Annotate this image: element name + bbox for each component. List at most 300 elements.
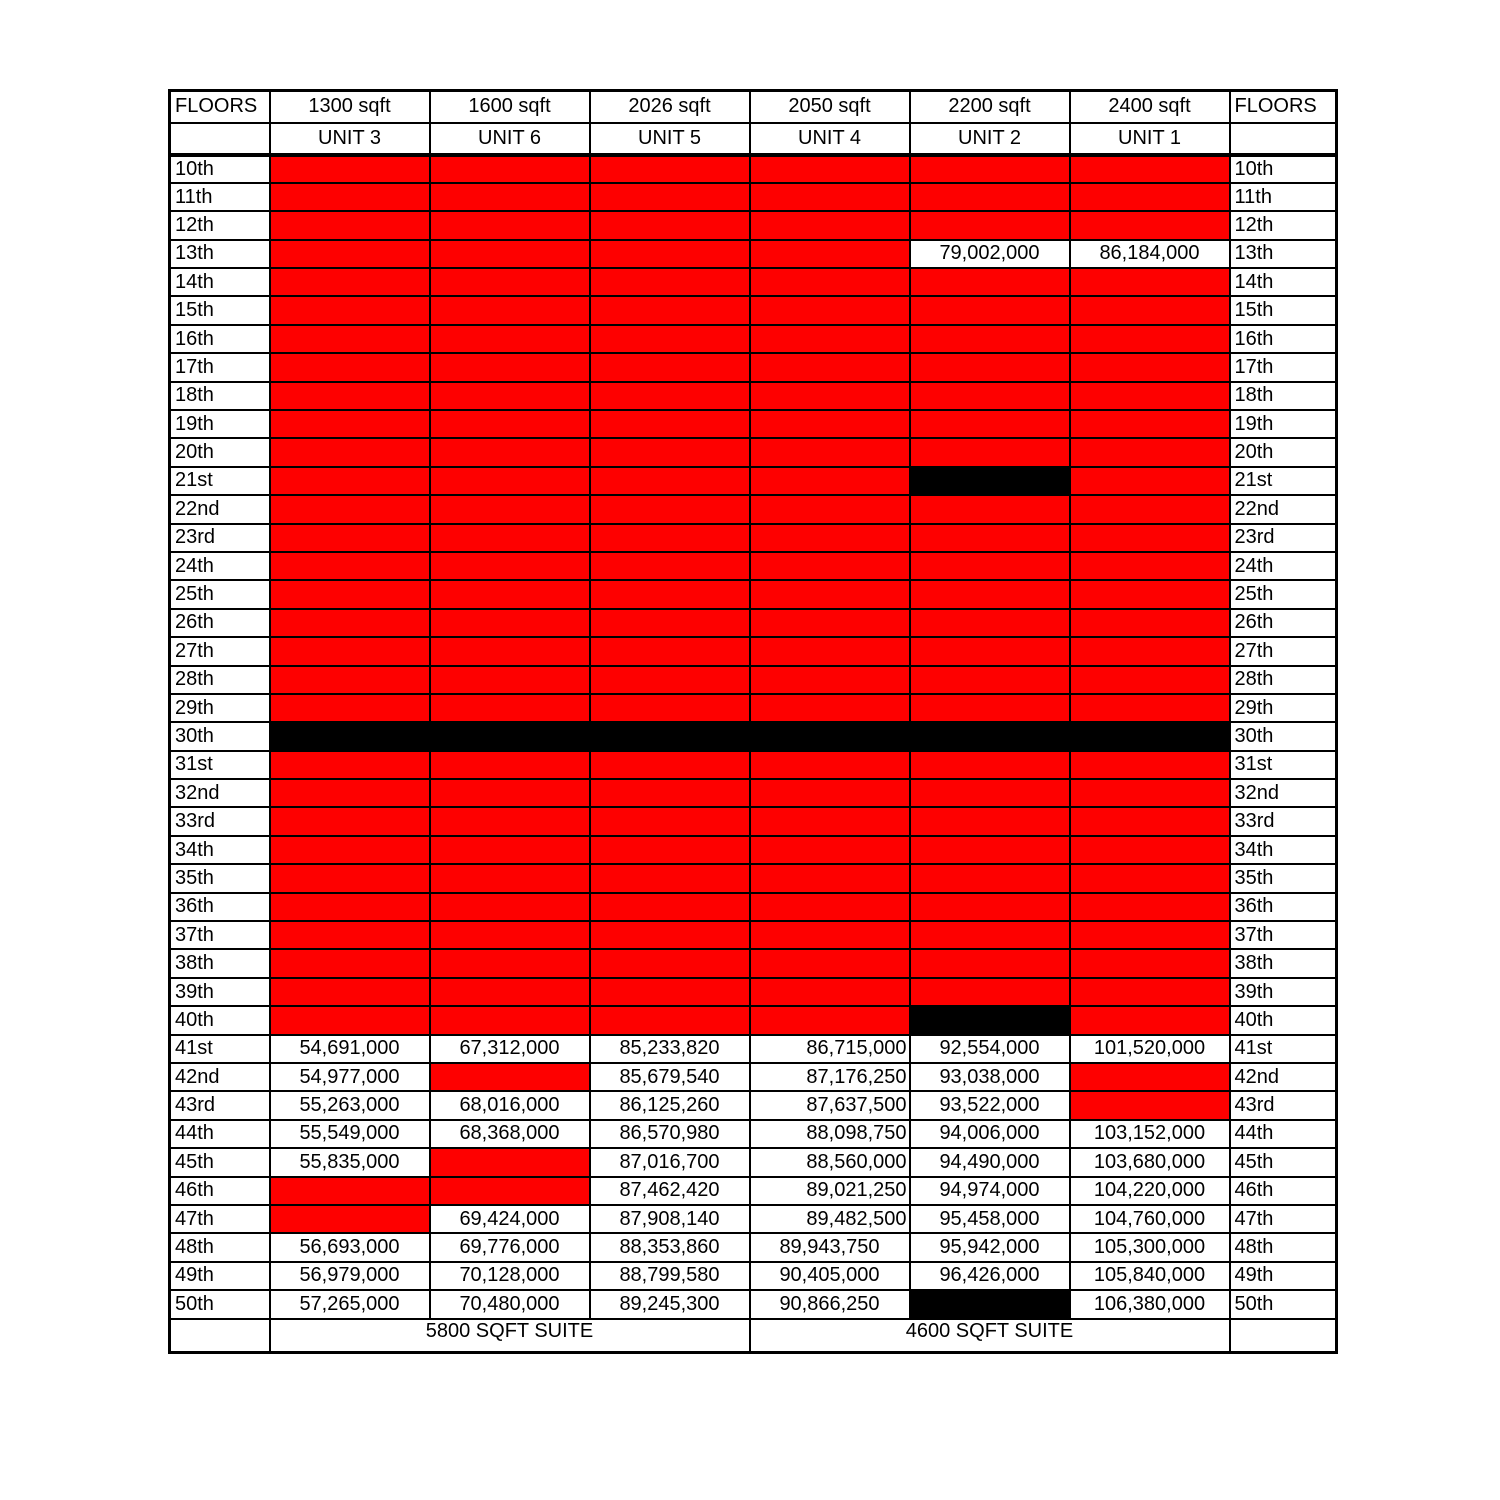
price-cell: 55,835,000 (270, 1148, 430, 1176)
floor-label: 41st (170, 1035, 270, 1063)
floor-label: 24th (170, 552, 270, 580)
price-cell: 55,263,000 (270, 1091, 430, 1119)
floor-price-table (168, 89, 1338, 1354)
table-row (170, 495, 1337, 523)
floor-label: 18th (170, 382, 270, 410)
sold-cell (430, 1006, 590, 1034)
floor-label: 29th (170, 694, 270, 722)
sold-cell (910, 580, 1070, 608)
price-cell: 68,016,000 (430, 1091, 590, 1119)
sold-cell (430, 1177, 590, 1205)
table-row (170, 1091, 1337, 1119)
floor-label: 23rd (1230, 524, 1337, 552)
sold-cell (270, 978, 430, 1006)
sold-cell (910, 978, 1070, 1006)
price-cell: 105,300,000 (1070, 1233, 1230, 1261)
floor-label: 47th (170, 1205, 270, 1233)
header-row-units (170, 123, 1337, 155)
sold-cell (750, 211, 910, 239)
sold-cell (430, 580, 590, 608)
sold-cell (910, 296, 1070, 324)
empty-cell (170, 123, 270, 155)
floor-label: 38th (170, 949, 270, 977)
sold-cell (430, 779, 590, 807)
price-cell: 79,002,000 (910, 240, 1070, 268)
price-cell: 104,760,000 (1070, 1205, 1230, 1233)
sold-cell (430, 1063, 590, 1091)
table-row (170, 864, 1337, 892)
floors-header-right: FLOORS (1230, 91, 1337, 123)
price-cell: 67,312,000 (430, 1035, 590, 1063)
price-cell: 95,458,000 (910, 1205, 1070, 1233)
floor-label: 47th (1230, 1205, 1337, 1233)
floor-label: 24th (1230, 552, 1337, 580)
sold-cell (270, 893, 430, 921)
sold-cell (430, 240, 590, 268)
table-row (170, 1035, 1337, 1063)
sold-cell (270, 410, 430, 438)
floor-label: 21st (170, 467, 270, 495)
floor-label: 40th (1230, 1006, 1337, 1034)
sold-cell (1070, 893, 1230, 921)
sold-cell (910, 949, 1070, 977)
unit-header: UNIT 2 (910, 123, 1070, 155)
sold-cell (430, 552, 590, 580)
empty-cell (1230, 1319, 1337, 1353)
sold-cell (590, 779, 750, 807)
floor-label: 48th (170, 1233, 270, 1261)
floor-label: 34th (1230, 836, 1337, 864)
price-cell: 85,233,820 (590, 1035, 750, 1063)
table-row (170, 694, 1337, 722)
floor-label: 20th (1230, 438, 1337, 466)
sold-cell (590, 155, 750, 183)
sold-cell (430, 495, 590, 523)
sold-cell (750, 694, 910, 722)
sold-cell (270, 779, 430, 807)
sold-cell (590, 921, 750, 949)
price-cell: 88,799,580 (590, 1262, 750, 1290)
table-row (170, 211, 1337, 239)
sold-cell (910, 524, 1070, 552)
sold-cell (1070, 495, 1230, 523)
sold-cell (750, 978, 910, 1006)
price-cell: 89,021,250 (750, 1177, 910, 1205)
price-cell: 85,679,540 (590, 1063, 750, 1091)
sold-cell (430, 609, 590, 637)
blocked-cell (590, 722, 750, 750)
blocked-cell (910, 1290, 1070, 1318)
price-cell: 93,522,000 (910, 1091, 1070, 1119)
sold-cell (750, 949, 910, 977)
sold-cell (910, 864, 1070, 892)
blocked-cell (270, 722, 430, 750)
sold-cell (430, 1148, 590, 1176)
sold-cell (270, 296, 430, 324)
table-row (170, 410, 1337, 438)
sold-cell (590, 552, 750, 580)
sold-cell (910, 410, 1070, 438)
table-row (170, 609, 1337, 637)
sold-cell (430, 864, 590, 892)
sold-cell (1070, 1006, 1230, 1034)
sold-cell (590, 211, 750, 239)
sold-cell (750, 410, 910, 438)
sold-cell (910, 268, 1070, 296)
sold-cell (750, 240, 910, 268)
floor-label: 34th (170, 836, 270, 864)
sold-cell (1070, 353, 1230, 381)
header-row-sizes (170, 91, 1337, 123)
price-cell: 86,570,980 (590, 1120, 750, 1148)
price-cell: 101,520,000 (1070, 1035, 1230, 1063)
sold-cell (590, 325, 750, 353)
floor-label: 37th (1230, 921, 1337, 949)
table-row (170, 325, 1337, 353)
floor-label: 49th (1230, 1262, 1337, 1290)
floor-label: 44th (170, 1120, 270, 1148)
unit-header: UNIT 1 (1070, 123, 1230, 155)
floor-label: 10th (170, 155, 270, 183)
sold-cell (910, 353, 1070, 381)
floor-label: 12th (170, 211, 270, 239)
sold-cell (910, 807, 1070, 835)
sold-cell (1070, 1063, 1230, 1091)
sold-cell (1070, 211, 1230, 239)
sold-cell (590, 268, 750, 296)
sold-cell (430, 949, 590, 977)
sold-cell (430, 893, 590, 921)
floor-label: 11th (170, 183, 270, 211)
table-row (170, 1290, 1337, 1318)
sold-cell (590, 893, 750, 921)
sold-cell (750, 836, 910, 864)
price-cell: 56,693,000 (270, 1233, 430, 1261)
unit-header: UNIT 5 (590, 123, 750, 155)
table-row (170, 183, 1337, 211)
sold-cell (750, 524, 910, 552)
sold-cell (910, 921, 1070, 949)
price-cell: 90,405,000 (750, 1262, 910, 1290)
sold-cell (270, 807, 430, 835)
table-row (170, 353, 1337, 381)
floor-label: 12th (1230, 211, 1337, 239)
sold-cell (270, 268, 430, 296)
sold-cell (270, 495, 430, 523)
price-cell: 103,680,000 (1070, 1148, 1230, 1176)
floor-label: 28th (1230, 666, 1337, 694)
sold-cell (270, 552, 430, 580)
sold-cell (910, 694, 1070, 722)
sold-cell (270, 325, 430, 353)
sold-cell (590, 296, 750, 324)
price-cell: 87,637,500 (750, 1091, 910, 1119)
sold-cell (910, 779, 1070, 807)
sold-cell (910, 155, 1070, 183)
price-cell: 87,176,250 (750, 1063, 910, 1091)
sold-cell (590, 467, 750, 495)
floor-label: 17th (170, 353, 270, 381)
sold-cell (910, 183, 1070, 211)
floor-label: 33rd (1230, 807, 1337, 835)
floor-label: 15th (1230, 296, 1337, 324)
price-cell: 86,715,000 (750, 1035, 910, 1063)
sold-cell (1070, 183, 1230, 211)
table-row (170, 1063, 1337, 1091)
sold-cell (590, 978, 750, 1006)
sold-cell (590, 524, 750, 552)
floor-label: 26th (170, 609, 270, 637)
sold-cell (910, 751, 1070, 779)
floor-label: 39th (170, 978, 270, 1006)
sold-cell (430, 296, 590, 324)
sold-cell (750, 552, 910, 580)
price-cell: 87,462,420 (590, 1177, 750, 1205)
sold-cell (750, 183, 910, 211)
price-cell: 86,125,260 (590, 1091, 750, 1119)
table-row (170, 524, 1337, 552)
sold-cell (270, 609, 430, 637)
floor-label: 32nd (1230, 779, 1337, 807)
sold-cell (750, 609, 910, 637)
sold-cell (910, 552, 1070, 580)
table-row (170, 382, 1337, 410)
sold-cell (750, 495, 910, 523)
unit-header: UNIT 4 (750, 123, 910, 155)
floor-label: 19th (170, 410, 270, 438)
table-row (170, 268, 1337, 296)
sold-cell (750, 268, 910, 296)
floor-label: 39th (1230, 978, 1337, 1006)
floor-label: 10th (1230, 155, 1337, 183)
price-cell: 89,943,750 (750, 1233, 910, 1261)
floor-label: 23rd (170, 524, 270, 552)
price-cell: 54,977,000 (270, 1063, 430, 1091)
floor-label: 14th (170, 268, 270, 296)
floor-label: 33rd (170, 807, 270, 835)
sold-cell (750, 325, 910, 353)
sold-cell (270, 382, 430, 410)
sold-cell (590, 410, 750, 438)
table-row (170, 921, 1337, 949)
sold-cell (590, 609, 750, 637)
suite-label: 5800 SQFT SUITE (270, 1319, 750, 1353)
sold-cell (750, 807, 910, 835)
sold-cell (590, 666, 750, 694)
sold-cell (1070, 268, 1230, 296)
floor-label: 15th (170, 296, 270, 324)
floor-label: 22nd (1230, 495, 1337, 523)
table-row (170, 949, 1337, 977)
table-row (170, 1233, 1337, 1261)
sold-cell (750, 666, 910, 694)
sold-cell (1070, 666, 1230, 694)
floor-label: 29th (1230, 694, 1337, 722)
table-row (170, 779, 1337, 807)
floor-label: 25th (1230, 580, 1337, 608)
sold-cell (270, 666, 430, 694)
blocked-cell (910, 722, 1070, 750)
sold-cell (430, 325, 590, 353)
sold-cell (590, 864, 750, 892)
floor-label: 20th (170, 438, 270, 466)
sold-cell (270, 580, 430, 608)
sold-cell (590, 495, 750, 523)
floor-label: 43rd (170, 1091, 270, 1119)
sold-cell (1070, 978, 1230, 1006)
sold-cell (750, 751, 910, 779)
floor-label: 46th (170, 1177, 270, 1205)
price-cell: 104,220,000 (1070, 1177, 1230, 1205)
sold-cell (750, 580, 910, 608)
sold-cell (270, 949, 430, 977)
sold-cell (430, 524, 590, 552)
sold-cell (1070, 921, 1230, 949)
price-cell: 105,840,000 (1070, 1262, 1230, 1290)
price-cell: 94,974,000 (910, 1177, 1070, 1205)
sold-cell (590, 807, 750, 835)
sold-cell (270, 155, 430, 183)
sold-cell (430, 382, 590, 410)
price-cell: 57,265,000 (270, 1290, 430, 1318)
floor-label: 28th (170, 666, 270, 694)
sold-cell (270, 1177, 430, 1205)
sold-cell (590, 836, 750, 864)
table-row (170, 580, 1337, 608)
sold-cell (750, 864, 910, 892)
table-row (170, 666, 1337, 694)
floor-label: 26th (1230, 609, 1337, 637)
sold-cell (270, 836, 430, 864)
floor-label: 21st (1230, 467, 1337, 495)
table-row (170, 1177, 1337, 1205)
table-row (170, 240, 1337, 268)
price-cell: 92,554,000 (910, 1035, 1070, 1063)
price-cell: 56,979,000 (270, 1262, 430, 1290)
price-cell: 93,038,000 (910, 1063, 1070, 1091)
sold-cell (1070, 751, 1230, 779)
sold-cell (430, 921, 590, 949)
sold-cell (590, 353, 750, 381)
sold-cell (590, 438, 750, 466)
blocked-cell (750, 722, 910, 750)
sold-cell (430, 467, 590, 495)
sold-cell (590, 949, 750, 977)
blocked-cell (910, 467, 1070, 495)
floor-label: 43rd (1230, 1091, 1337, 1119)
size-header: 1300 sqft (270, 91, 430, 123)
price-cell: 94,490,000 (910, 1148, 1070, 1176)
sold-cell (1070, 382, 1230, 410)
floor-label: 31st (1230, 751, 1337, 779)
floor-label: 44th (1230, 1120, 1337, 1148)
empty-cell (1230, 123, 1337, 155)
floor-label: 36th (170, 893, 270, 921)
table-row (170, 978, 1337, 1006)
price-cell: 87,908,140 (590, 1205, 750, 1233)
sold-cell (910, 666, 1070, 694)
sold-cell (1070, 949, 1230, 977)
sold-cell (270, 694, 430, 722)
price-cell: 88,098,750 (750, 1120, 910, 1148)
sold-cell (430, 637, 590, 665)
sold-cell (1070, 410, 1230, 438)
price-cell: 70,128,000 (430, 1262, 590, 1290)
sold-cell (750, 467, 910, 495)
table-row (170, 1120, 1337, 1148)
floor-label: 49th (170, 1262, 270, 1290)
sold-cell (750, 155, 910, 183)
floor-label: 35th (1230, 864, 1337, 892)
price-cell: 90,866,250 (750, 1290, 910, 1318)
sold-cell (590, 1006, 750, 1034)
floor-label: 46th (1230, 1177, 1337, 1205)
sold-cell (910, 836, 1070, 864)
floor-label: 31st (170, 751, 270, 779)
sold-cell (430, 211, 590, 239)
floor-label: 36th (1230, 893, 1337, 921)
sold-cell (590, 751, 750, 779)
sold-cell (270, 211, 430, 239)
table-row (170, 751, 1337, 779)
table-row (170, 438, 1337, 466)
table-row (170, 552, 1337, 580)
sold-cell (750, 893, 910, 921)
sold-cell (270, 183, 430, 211)
sold-cell (750, 637, 910, 665)
floor-label: 37th (170, 921, 270, 949)
sold-cell (910, 609, 1070, 637)
floor-label: 30th (1230, 722, 1337, 750)
sold-cell (430, 836, 590, 864)
sold-cell (1070, 467, 1230, 495)
sold-cell (430, 438, 590, 466)
floor-label: 27th (170, 637, 270, 665)
sold-cell (910, 382, 1070, 410)
sold-cell (590, 580, 750, 608)
floor-label: 40th (170, 1006, 270, 1034)
blocked-cell (910, 1006, 1070, 1034)
floor-label: 19th (1230, 410, 1337, 438)
price-cell: 69,776,000 (430, 1233, 590, 1261)
floor-label: 48th (1230, 1233, 1337, 1261)
price-cell: 96,426,000 (910, 1262, 1070, 1290)
price-cell: 89,245,300 (590, 1290, 750, 1318)
floor-label: 42nd (1230, 1063, 1337, 1091)
floor-label: 27th (1230, 637, 1337, 665)
sold-cell (430, 268, 590, 296)
sold-cell (270, 467, 430, 495)
sold-cell (270, 864, 430, 892)
sold-cell (750, 296, 910, 324)
size-header: 2200 sqft (910, 91, 1070, 123)
sold-cell (1070, 694, 1230, 722)
sold-cell (750, 779, 910, 807)
sold-cell (590, 637, 750, 665)
sold-cell (430, 183, 590, 211)
price-cell: 88,353,860 (590, 1233, 750, 1261)
table-row (170, 722, 1337, 750)
floors-header-left: FLOORS (170, 91, 270, 123)
sold-cell (270, 524, 430, 552)
floor-label: 50th (1230, 1290, 1337, 1318)
sold-cell (910, 438, 1070, 466)
price-cell: 106,380,000 (1070, 1290, 1230, 1318)
sold-cell (430, 410, 590, 438)
sold-cell (910, 495, 1070, 523)
sold-cell (430, 694, 590, 722)
sold-cell (430, 666, 590, 694)
